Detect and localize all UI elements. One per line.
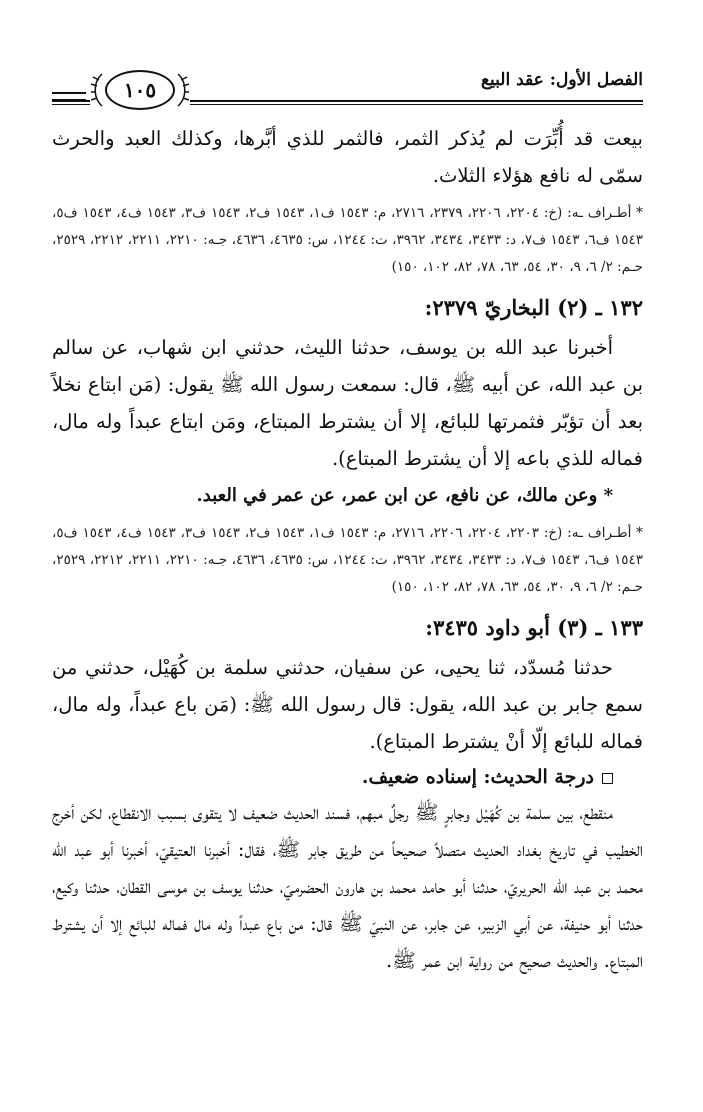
grade-label: درجة الحديث: إسناده ضعيف.	[361, 766, 594, 788]
header-dash-lines	[52, 92, 86, 106]
hadith-132-references: * أطـراف ـه: (خ: ٢٢٠٣، ٢٢٠٤، ٢٢٠٦، ٢٧١٦، م: ١٥٤٣ ف١، ١٥٤٣ ف٢، ١٥٤٣ ف٣، ١٥٤٣ ف٤، ١٥٤٣ ف٥، ١٥٤٣ ف٦، ١٥٤٣ ف٧، د: ٣٤٣٣، ٣٤٣٤، ٣٩٦٢، ت: ١٢٤٤، س: ٤٦٣٥، ٤٦٣٦، جـه: ٢٢١٠، ٢٢١١، ٢٢١٢، ٢٥٢٩، حـم: ٢/ ٦، ٩، ٣٠، ٥٤، ٦٣، ٧٨، ٨٢، ١٠٢، ١٥٠)	[52, 525, 644, 595]
hadith-133-text: حدثنا مُسدّد، ثنا يحيى، عن سفيان، حدثني سلمة بن كُهَيْل، حدثني من سمع جابر بن عبد الله، يقول: قال رسول الله ﷺ: (مَن باع عبداً، وله مال، فماله للبائع إلّا أنْ يشترط المبتاع).	[52, 656, 643, 753]
hadith-133-commentary: منقطع، بين سلمة بن كُهَيْل وجابرٍ ﷺ رجلٌ مبهم، فسند الحديث ضعيف لا يتقوى بسبب الانقطاع، لكن أخرج الخطيب في تاريخ بغداد الحديث متصلاً صحيحاً من طريق جابر ﷺ، فقال: أخبرنا العتيقيّ، أخبرنا أبو عبد الله محمد بن عبد الله الحريريّ، حدثنا أبو حامد محمد بن هارون الحضرميّ، حدثنا يوسف بن موسى القطان، حدثنا وكيع، حدثنا أبو حنيفة، عن أبي الزبير، عن جابر، عن النبيّ ﷺ قال: من باع عبداً وله مال فماله للبائع إلا أن يشترط المبتاع. والحديث صحيح من رواية ابن عمر ﷺ.	[52, 801, 643, 972]
hadith-132-text: أخبرنا عبد الله بن يوسف، حدثنا الليث، حدثني ابن شهاب، عن سالم بن عبد الله، عن أبيه ﷺ، قال: سمعت رسول الله ﷺ يقول: (مَن ابتاع نخلاً بعد أن تؤبّر فثمرتها للبائع، إلا أن يشترط المبتاع، ومَن ابتاع عبداً وله مال، فماله للذي باعه إلا أن يشترط المبتاع).	[52, 336, 643, 470]
hadith-132-heading: ١٣٢ ـ (٢) البخاريّ ٢٣٧٩:	[424, 295, 643, 320]
intro-paragraph: بيعت قد أُبِّرَت لم يُذكر الثمر، فالثمر للذي أبَّرها، وكذلك العبد والحرث سمّى له نافع هؤلاء الثلاث.	[52, 127, 643, 187]
square-bullet-icon	[602, 773, 613, 784]
laurel-right-icon	[175, 72, 189, 108]
page-number-badge	[90, 66, 190, 114]
grade-line	[52, 760, 613, 794]
page-number: ١٠٥	[105, 70, 175, 110]
page-content	[52, 120, 643, 979]
chapter-title: الفصل الأول: عقد البيع	[480, 70, 643, 90]
hadith-132-note: * وعن مالك، عن نافع، عن ابن عمر، عن عمر في العبد.	[196, 485, 613, 506]
laurel-left-icon	[91, 72, 105, 108]
intro-references: * أطـراف ـه: (خ: ٢٢٠٤، ٢٢٠٦، ٢٣٧٩، ٢٧١٦، م: ١٥٤٣ ف١، ١٥٤٣ ف٢، ١٥٤٣ ف٣، ١٥٤٣ ف٤، ١٥٤٣ ف٥، ١٥٤٣ ف٦، ١٥٤٣ ف٧، د: ٣٤٣٣، ٣٤٣٤، ٣٩٦٢، ت: ١٢٤٤، س: ٤٦٣٥، ٤٦٣٦، جـه: ٢٢١٠، ٢٢١١، ٢٢١٢، ٢٥٢٩، حـم: ٢/ ٦، ٩، ٣٠، ٥٤، ٦٣، ٧٨، ٨٢، ١٠٢، ١٥٠)	[52, 205, 644, 275]
page-header	[52, 62, 643, 112]
hadith-133-heading: ١٣٣ ـ (٣) أبو داود ٣٤٣٥:	[425, 615, 643, 640]
